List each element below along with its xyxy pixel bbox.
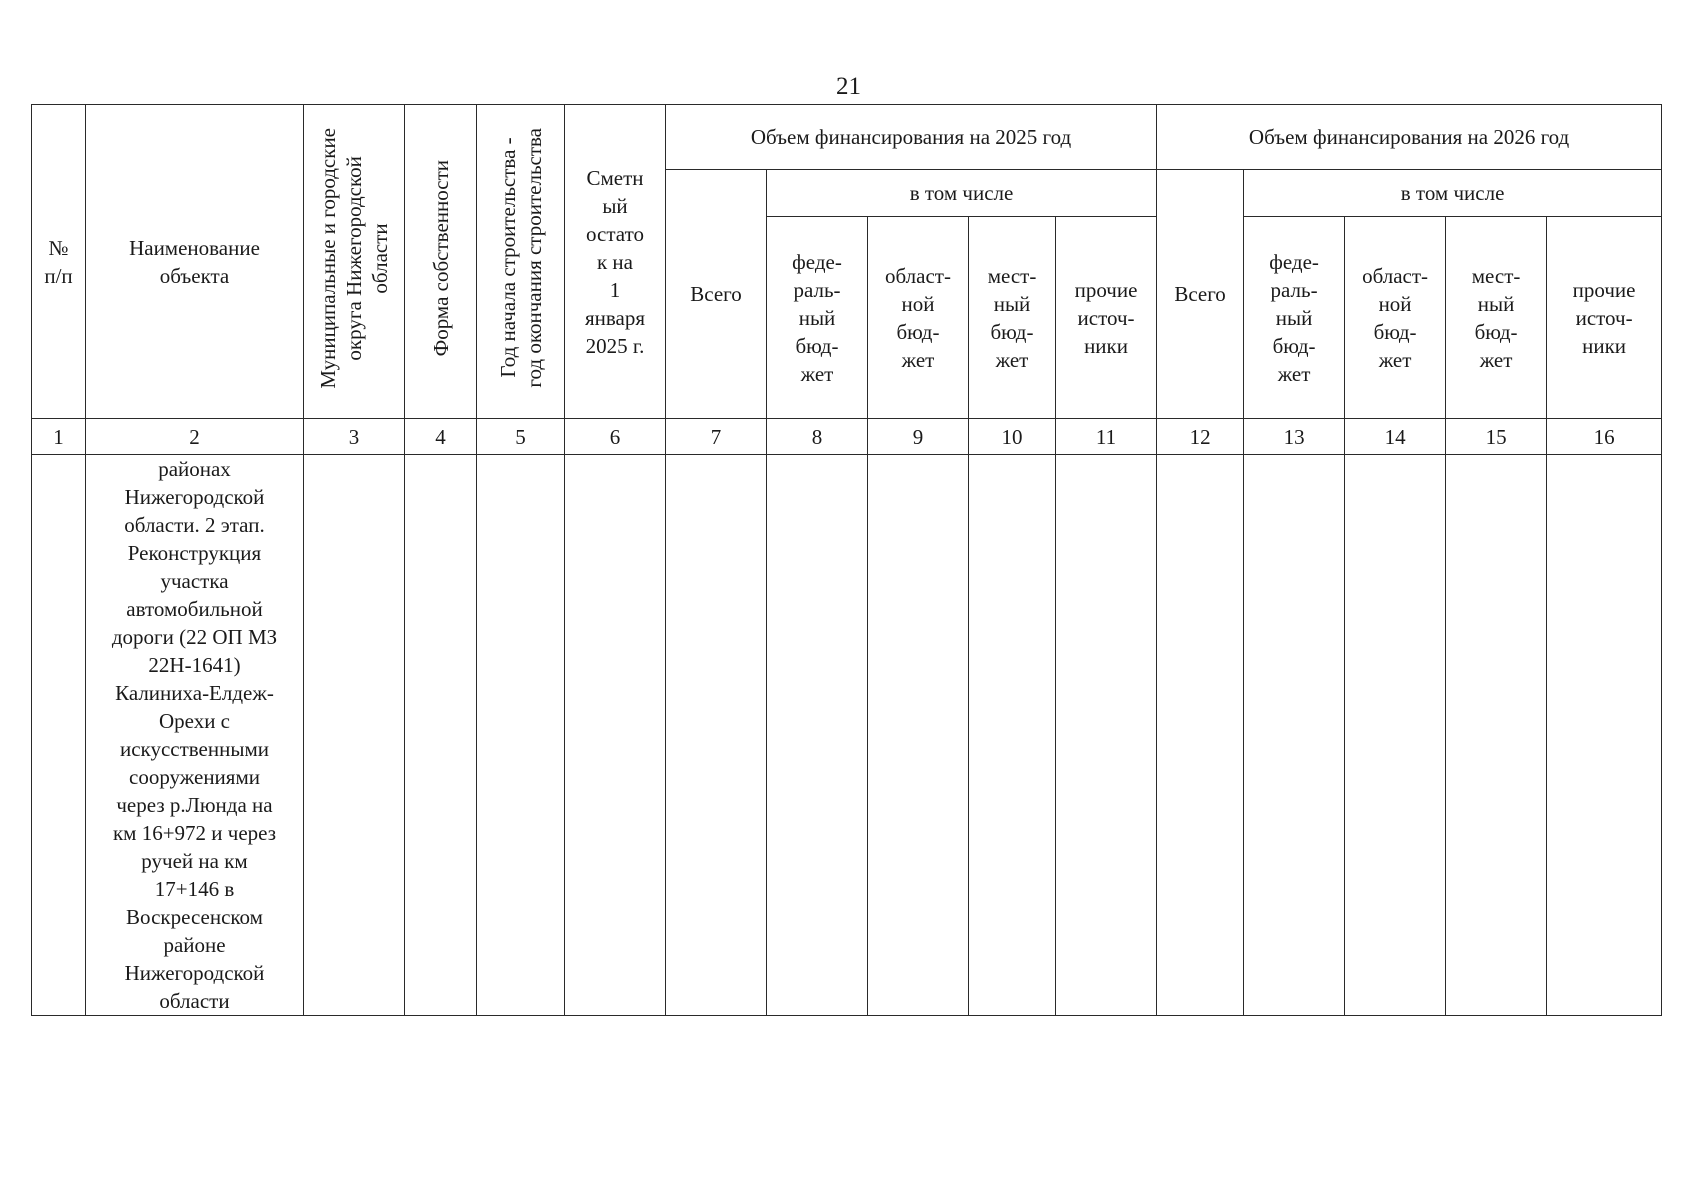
- header-regional-2026: област- ной бюд- жет: [1345, 217, 1446, 419]
- header-years: Год начала строительства - год окончания строительства: [495, 128, 546, 388]
- header-local-2026: мест- ный бюд- жет: [1446, 217, 1547, 419]
- header-federal-2026: феде- раль- ный бюд- жет: [1244, 217, 1345, 419]
- column-number-row: [32, 419, 1662, 455]
- cell-federal-2025: [767, 455, 868, 1016]
- header-years-cell: [477, 105, 565, 419]
- cell-balance: [565, 455, 666, 1016]
- column-number: 13: [1244, 419, 1345, 455]
- column-number: 6: [565, 419, 666, 455]
- header-funding-2026: Объем финансирования на 2026 год: [1157, 105, 1662, 170]
- column-number: 9: [868, 419, 969, 455]
- header-total-2025: Всего: [666, 170, 767, 419]
- column-number: 10: [969, 419, 1056, 455]
- column-number: 14: [1345, 419, 1446, 455]
- column-number: 12: [1157, 419, 1244, 455]
- column-number: 4: [405, 419, 477, 455]
- header-ownership-cell: [405, 105, 477, 419]
- cell-object-name: районах Нижегородской области. 2 этап. Реконструкция участка автомобильной дороги (22 ОП МЗ 22Н-1641) Калиниха-Елдеж- Орехи с искусственными сооружениями через р.Люнда на км 16+972 и через ручей на км 17+146 в Воскресенском районе Нижегородской области: [86, 455, 304, 1016]
- column-number: 7: [666, 419, 767, 455]
- column-number: 5: [477, 419, 565, 455]
- header-regional-2025: област- ной бюд- жет: [868, 217, 969, 419]
- column-number: 15: [1446, 419, 1547, 455]
- cell-regional-2026: [1345, 455, 1446, 1016]
- cell-years: [477, 455, 565, 1016]
- cell-total-2026: [1157, 455, 1244, 1016]
- cell-local-2025: [969, 455, 1056, 1016]
- column-number: 11: [1056, 419, 1157, 455]
- header-including-2026: в том числе: [1244, 170, 1662, 217]
- header-other-2026: прочие источ- ники: [1547, 217, 1662, 419]
- table-row: [32, 455, 1662, 1016]
- cell-total-2025: [666, 455, 767, 1016]
- column-number: 8: [767, 419, 868, 455]
- header-balance: Сметн ый остато к на 1 января 2025 г.: [565, 105, 666, 419]
- header-federal-2025: феде- раль- ный бюд- жет: [767, 217, 868, 419]
- cell-federal-2026: [1244, 455, 1345, 1016]
- header-other-2025: прочие источ- ники: [1056, 217, 1157, 419]
- column-number: 3: [304, 419, 405, 455]
- column-number: 16: [1547, 419, 1662, 455]
- cell-num: [32, 455, 86, 1016]
- funding-table: [31, 104, 1662, 1016]
- cell-regional-2025: [868, 455, 969, 1016]
- header-object-name: Наименование объекта: [86, 105, 304, 419]
- header-municipal-cell: [304, 105, 405, 419]
- header-local-2025: мест- ный бюд- жет: [969, 217, 1056, 419]
- header-num: № п/п: [32, 105, 86, 419]
- cell-local-2026: [1446, 455, 1547, 1016]
- header-municipal: Муниципальные и городские округа Нижегородской области: [316, 127, 392, 389]
- cell-other-2025: [1056, 455, 1157, 1016]
- column-number: 1: [32, 419, 86, 455]
- column-number: 2: [86, 419, 304, 455]
- header-ownership: Форма собственности: [428, 159, 453, 357]
- header-including-2025: в том числе: [767, 170, 1157, 217]
- header-total-2026: Всего: [1157, 170, 1244, 419]
- cell-municipal: [304, 455, 405, 1016]
- header-row-1: [32, 105, 1662, 170]
- cell-other-2026: [1547, 455, 1662, 1016]
- cell-ownership: [405, 455, 477, 1016]
- page-number: 21: [836, 73, 861, 100]
- header-funding-2025: Объем финансирования на 2025 год: [666, 105, 1157, 170]
